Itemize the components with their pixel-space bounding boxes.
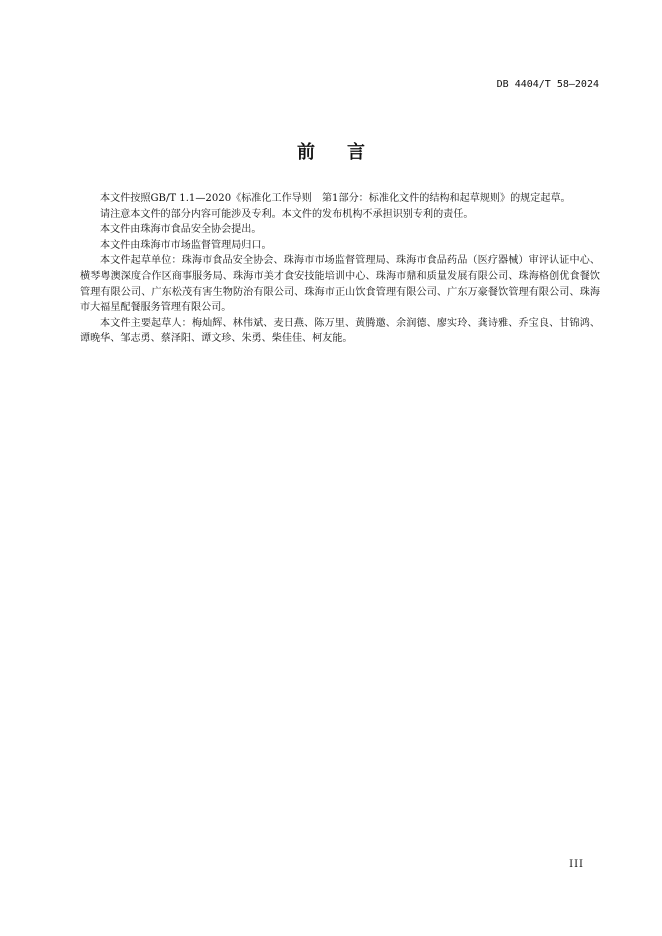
paragraph-centralized-management: 本文件由珠海市市场监督管理局归口。 bbox=[100, 239, 272, 251]
page-title bbox=[0, 138, 662, 164]
document-code: DB 4404/T 58—2024 bbox=[496, 79, 599, 90]
page-number: III bbox=[569, 859, 584, 870]
paragraph-drafting-units: 本文件起草单位：珠海市食品安全协会、珠海市市场监督管理局、珠海市食品药品（医疗器械）审评认证中心、横琴粤澳深度合作区商事服务局、珠海市美才食安技能培训中心、珠海市鼎和质量发展有限公司、珠海格创优食餐饮管理有限公司、广东松茂有害生物防治有限公司、珠海市正山饮食管理有限公司、广东万豪餐饮管理有限公司、珠海市大福星配餐服务管理有限公司。 bbox=[80, 255, 600, 314]
title-char-1: 前 bbox=[297, 142, 315, 163]
paragraph-patent-notice: 请注意本文件的部分内容可能涉及专利。本文件的发布机构不承担识别专利的责任。 bbox=[100, 208, 474, 220]
title-char-2: 言 bbox=[347, 142, 365, 163]
paragraph-drafters: 本文件主要起草人：梅灿辉、林伟斌、麦日燕、陈万里、黄腾邀、余润德、廖实玲、龚诗雅、乔宝良、甘锦鸿、谭晚华、邹志勇、蔡泽阳、谭文珍、朱勇、柴佳佳、柯友能。 bbox=[80, 317, 600, 345]
paragraph-drafting-rules: 本文件按照GB/T 1.1—2020《标准化工作导则 第1部分：标准化文件的结构和起草规则》的规定起草。 bbox=[100, 193, 571, 204]
foreword-body bbox=[80, 191, 600, 347]
paragraph-proposer: 本文件由珠海市食品安全协会提出。 bbox=[100, 224, 262, 236]
